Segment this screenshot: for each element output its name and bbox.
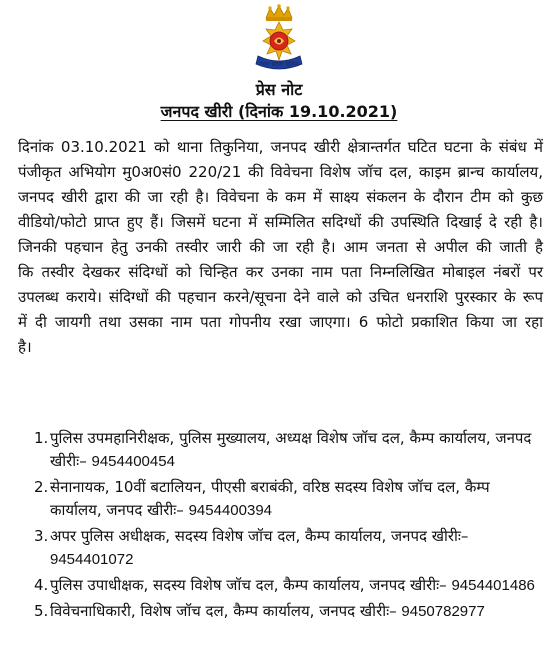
contact-phone: 9454401486	[451, 577, 535, 594]
list-item	[34, 427, 546, 473]
contact-phone: 9454400454	[91, 453, 175, 470]
list-item-number: 3.	[34, 527, 49, 545]
contact-designation: अपर पुलिस अधीक्षक, सदस्य विशेष जॉच दल, कैम्प कार्यालय, जनपद खीरीः–	[50, 527, 469, 545]
list-item-number: 4.	[34, 576, 49, 594]
contact-list	[34, 427, 546, 626]
contact-designation: पुलिस उपमहानिरीक्षक, पुलिस मुख्यालय, अध्यक्ष विशेष जॉच दल, कैम्प कार्यालय, जनपद खीरीः–	[50, 429, 532, 470]
contact-phone: 9454400394	[188, 502, 273, 519]
district-date-label: जनपद खीरी (दिनांक 19.10.2021)	[160, 102, 398, 121]
list-item-number: 1.	[34, 429, 49, 447]
contact-designation: पुलिस उपाधीक्षक, सदस्य विशेष जॉच दल, कैम्प कार्यालय, जनपद खीरीः–	[50, 576, 447, 594]
page-subtitle	[0, 100, 558, 122]
list-item	[34, 525, 546, 571]
list-item	[34, 574, 546, 597]
list-item-number: 5.	[34, 602, 49, 620]
contact-designation: सेनानायक, 10वीं बटालियन, पीएसी बराबंकी, वरिष्ठ सदस्य विशेष जॉच दल, कैम्प कार्यालय, जनपद खीरीः–	[50, 478, 490, 519]
press-note-paragraph: दिनांक 03.10.2021 को थाना तिकुनिया, जनपद खीरी क्षेत्रान्तर्गत घटित घटना के संबंध में पंजीकृत अभियोग मु0अ0सं0 220/21 की विवेचना विशेष जॉच दल, काइम ब्रान्च कार्यालय, जनपद खीरी द्वारा की जा रही है। विवेचना के कम में साक्ष्य संकलन के दौरान टीम को कुछ वीडियो/फोटो प्राप्त हुए हैं। जिसमें घटना में सम्मिलित सदिग्धों की उपस्थिति दिखाई दे रही है। जिनकी पहचान हेतु उनकी तस्वीर जारी की जा रही है। आम जनता से अपील की जाती है कि तस्वीर देखकर संदिग्धों को चिन्हित कर उनका नाम पता निम्नलिखित मोबाइल नंबरों पर उपलब्ध कराये। संदिग्धों की पहचान करने/सूचना देने वाले को उचित धनराशि पुरस्कार के रूप में दी जायगी तथा उसका नाम पता गोपनीय रखा जाएगा। 6 फोटो प्रकाशित किया जा रहा है।	[18, 138, 543, 356]
list-item	[34, 476, 546, 522]
contact-designation: विवेचनाधिकारी, विशेष जॉच दल, कैम्प कार्यालय, जनपद खीरीः–	[50, 602, 397, 620]
page-title: प्रेस नोट	[255, 80, 303, 99]
contact-phone: 9450782977	[401, 603, 485, 620]
emblem-ribbon-text: उत्तर प्रदेश पुलिस	[258, 61, 300, 68]
contact-phone: 9454401072	[50, 551, 134, 568]
list-item-number: 2.	[34, 478, 49, 496]
list-item	[34, 600, 546, 623]
